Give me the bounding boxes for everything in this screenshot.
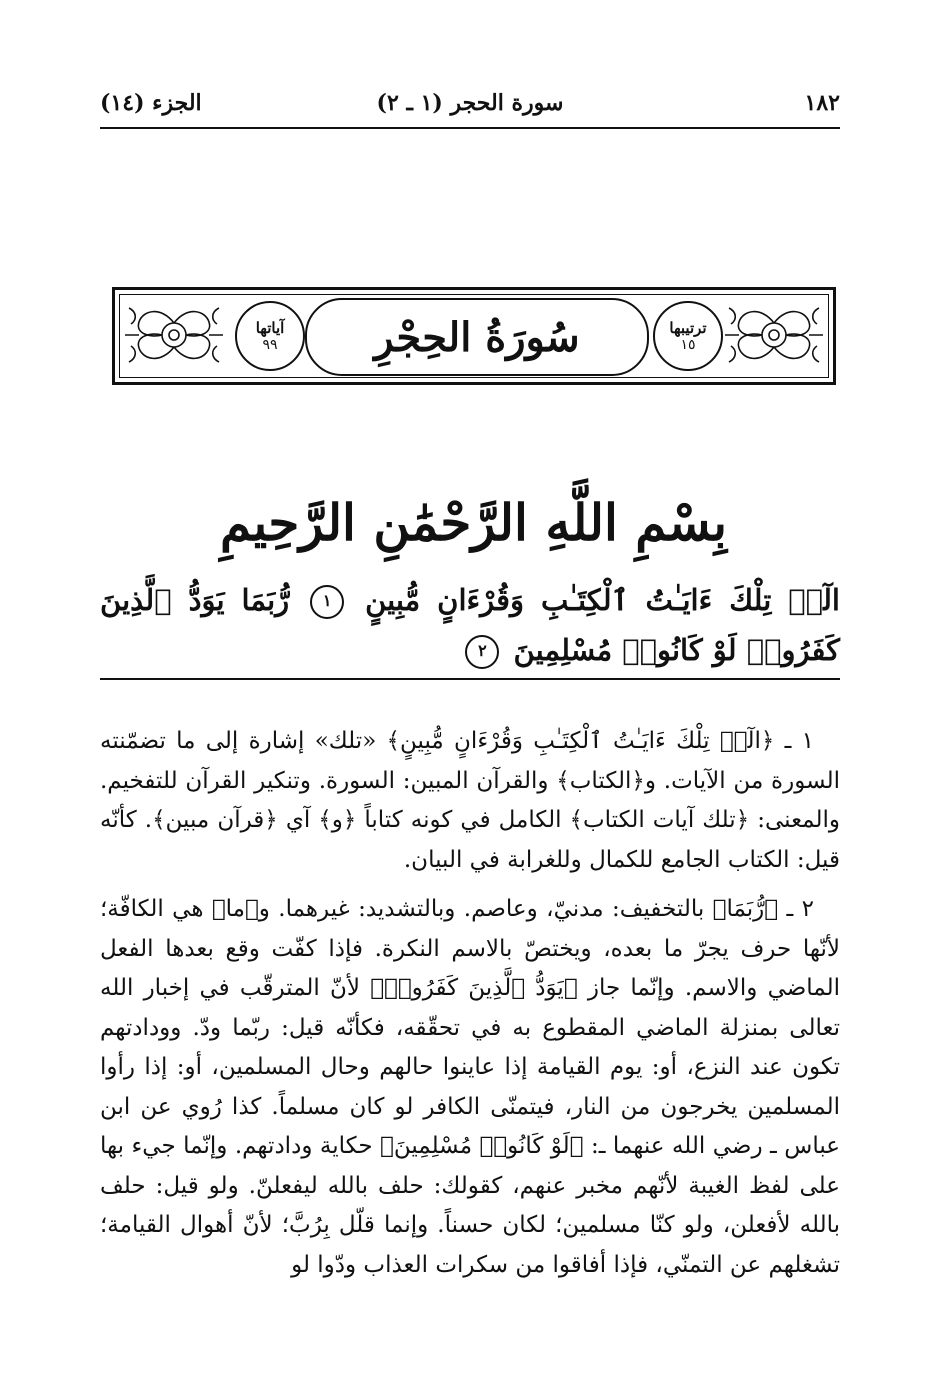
order-medallion xyxy=(653,301,723,371)
verses-label: آياتها xyxy=(255,319,285,337)
order-label: ترتيبها xyxy=(669,319,707,337)
verse-1-text: الٓرۚ تِلْكَ ءَايَـٰتُ ٱلْكِتَـٰبِ وَقُرْءَانٍ مُّبِينٍ xyxy=(365,583,840,617)
verses-divider xyxy=(100,678,840,680)
verses-medallion xyxy=(235,301,305,371)
page-number: ١٨٢ xyxy=(804,90,840,116)
arabesque-ornament-right-icon xyxy=(721,298,827,372)
commentary-paragraph-2: ٢ ـ ﴿رُّبَمَا﴾ بالتخفيف: مدنيّ، وعاصم. وبالتشديد: غيرهما. و﴿ما﴾ هي الكافّة؛ لأنّها حرف يجرّ ما بعده، ويختصّ بالاسم النكرة. فإذا كفّت وقع بعدها الفعل الماضي والاسم. وإنّما جاز ﴿يَوَدُّ ٱلَّذِينَ كَفَرُوا۟﴾ لأنّ المترقّب في إخبار الله تعالى بمنزلة الماضي المقطوع به في تحقّقه، فكأنّه قيل: ربّما ودّ. وودادتهم تكون عند النزع، أو: يوم القيامة إذا عاينوا حالهم وحال المسلمين، أو: إذا رأوا المسلمين يخرجون من النار، فيتمنّى الكافر لو كان مسلماً. كذا رُوي عن ابن عباس ـ رضي الله عنهما ـ: ﴿لَوْ كَانُوا۟ مُسْلِمِينَ﴾ حكاية ودادتهم. وإنّما جيء بها على لفظ الغيبة لأنّهم مخبر عنهم، كقولك: حلف بالله ليفعلنّ. ولو قيل: حلف بالله لأفعلن، ولو كنّا مسلمين؛ لكان حسناً. وإنما قلّل بِرُبَّ؛ لأنّ أهوال القيامة؛ تشغلهم عن التمنّي، فإذا أفاقوا من سكرات العذاب ودّوا لو xyxy=(100,896,840,1278)
surah-name: سُورَةُ الحِجْرِ xyxy=(374,313,580,361)
running-header xyxy=(100,90,840,126)
basmala: بِسْمِ اللَّهِ الرَّحْمَٰنِ الرَّحِيمِ xyxy=(219,493,728,552)
commentary-paragraph-1: ١ ـ ﴿الٓرۚ تِلْكَ ءَايَـٰتُ ٱلْكِتَـٰبِ وَقُرْءَانٍ مُّبِينٍ﴾ «تلك» إشارة إلى ما تضمّنته السورة من الآيات. و﴿الكتاب﴾ والقرآن المبين: السورة. وتنكير القرآن للتفخيم. والمعنى: ﴿تلك آيات الكتاب﴾ الكامل في كونه كتاباً ﴿و﴾ آي ﴿قرآن مبين﴾. كأنّه قيل: الكتاب الجامع للكمال وللغرابة في البيان. xyxy=(100,728,840,873)
surah-running-title: سورة الحجر (١ ـ ٢) xyxy=(376,90,564,116)
arabesque-ornament-left-icon xyxy=(121,298,227,372)
quran-verses xyxy=(100,575,840,675)
juz-label: الجزء (١٤) xyxy=(100,90,202,116)
tafsir-commentary xyxy=(100,722,840,1295)
verse-2-number: ٢ xyxy=(465,635,499,669)
surah-banner xyxy=(112,287,836,385)
order-value: ١٥ xyxy=(680,337,696,353)
surah-name-cartouche xyxy=(305,298,649,376)
verses-value: ٩٩ xyxy=(262,337,278,353)
verse-2-text: رُّبَمَا يَوَدُّ ٱلَّذِينَ كَفَرُوا۟ لَوْ كَانُوا۟ مُسْلِمِينَ xyxy=(100,583,840,667)
verse-1-number: ١ xyxy=(310,585,344,619)
header-divider xyxy=(100,127,840,129)
